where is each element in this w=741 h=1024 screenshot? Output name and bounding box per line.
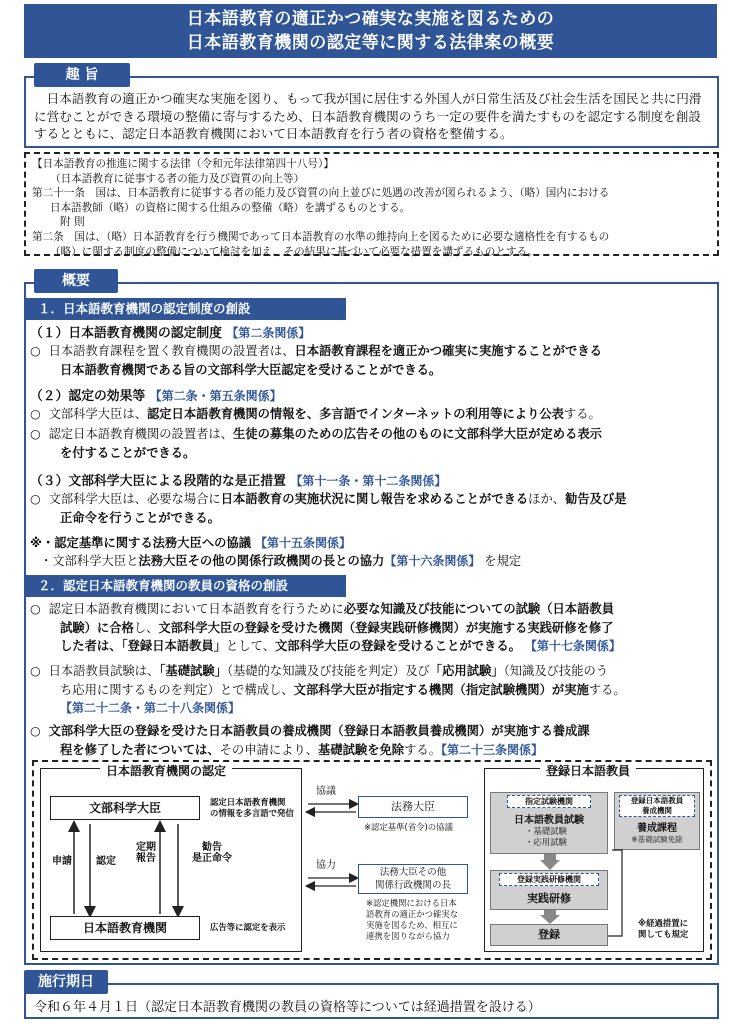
yosei-org-label: 登録日本語教員 養成機関	[619, 795, 695, 817]
label-kyoryoku: 協力	[316, 860, 336, 871]
shiko-text: 令和６年４月１日（認定日本語教育機関の教員の資格等については経過措置を設ける）	[34, 1000, 541, 1015]
law-excerpt-box	[24, 152, 719, 256]
jissen-box	[490, 870, 608, 910]
page-title	[24, 4, 717, 58]
s1-heading-2: （２）認定の効果等 【第二条・第五条関係】	[30, 389, 282, 404]
moj2-box: 法務大臣その他 関係行政機関の長	[358, 864, 468, 894]
yosei-title: 養成課程	[637, 823, 677, 834]
s2-item-2: ○ 日本語教員試験は、「基礎試験」（基礎的な知識及び技能を判定）及び「応用試験」（知識及び技能のう ち応用に関するものを判定）とで構成し、文部科学大臣が指定する機関（指定試験機関）が実施する。 【第二十二条・第二十八条関係】	[30, 664, 626, 715]
exam-title: 日本語教員試験	[514, 815, 584, 826]
label-kyogi: 協議	[316, 786, 336, 797]
arrow-down-1	[540, 854, 560, 870]
exam-kiso: ・基礎試験	[525, 826, 567, 836]
shiko-tab: 施行期日	[24, 970, 108, 994]
s2-item-1: ○ 認定日本語教育機関において日本語教育を行うために必要な知識及び技能についての試験（日本語教員 試験）に合格し、文部科学大臣の登録を受けた機関（登録実践研修機関）が実施する実践研修を修了 した者は、「登録日本語教員」として、文部科学大臣の登録を受けることができる。 【第十七条関係】	[30, 602, 621, 653]
jissen-org-label: 登録実践研修機関	[499, 873, 599, 886]
s1-item-1: ○ 日本語教育課程を置く教育機関の設置者は、日本語教育課程を適正かつ確実に実施することができる 日本語教育機関である旨の文部科学大臣認定を受けることができる。	[30, 344, 602, 377]
mext-box: 文部科学大臣	[50, 796, 200, 820]
gaiyo-tab: 概要	[34, 269, 118, 293]
arrow-down-2	[540, 910, 560, 924]
law-article-2-cont: （略）に関する制度の整備について検討を加え、その結果に基づいて必要な措置を講ずるものとする。	[50, 245, 538, 258]
s1-heading-3: （３）文部科学大臣による段階的な是正措置 【第十一条・第十二条関係】	[30, 474, 447, 489]
shushi-tab: 趣 旨	[34, 63, 130, 87]
label-teiki: 定期 報告	[136, 842, 156, 864]
section1-bar: １．日本語教育機関の認定制度の創設	[26, 298, 346, 320]
jissen-title: 実践研修	[527, 892, 571, 905]
law-heading: （日本語教育に従事する者の能力及び資質の向上等）	[50, 172, 305, 185]
bracket-line	[608, 846, 628, 946]
institution-note: 広告等に認定を表示	[210, 922, 286, 932]
s1-item-3: ○ 認定日本語教育機関の設置者は、生徒の募集のための広告その他のものに文部科学大臣が定める表示 を付することができる。	[30, 427, 602, 460]
section2-bar: ２．認定日本語教育機関の教員の資格の創設	[26, 575, 346, 597]
yosei-box	[614, 792, 700, 850]
moj-box: 法務大臣	[358, 796, 468, 818]
right-diagram-title: 登録日本語教員	[540, 762, 636, 779]
vertical-arrows	[50, 820, 210, 916]
law-title: 【日本語教育の推進に関する法律（令和元年法律第四十八号）】	[32, 158, 334, 170]
label-kankoku: 勧告 是正命令	[192, 842, 232, 864]
mext-note: 認定日本語教育機関 の情報を多言語で発信	[210, 797, 294, 818]
keika-note: ※経過措置に 関しても規定	[638, 918, 689, 939]
s2-item-3: ○ 文部科学大臣の登録を受けた日本語教員の養成機関（登録日本語教員養成機関）が実施する養成課 程を修了した者については、その申請により、基礎試験を免除する。【第二十三条関係】	[30, 724, 590, 757]
title-line-1: 日本語教育の適正かつ確実な実施を図るための	[186, 9, 555, 29]
shitei-label: 指定試験機関	[507, 795, 591, 808]
s1-item-4: ○ 文部科学大臣は、必要な場合に日本語教育の実施状況に関し報告を求めることができるほか、勧告及び是 正命令を行うことができる。	[30, 492, 627, 525]
law-article-21-cont: 日本語教師（略）の資格に関する仕組みの整備（略）を講ずるものとする。	[50, 201, 411, 214]
middle-arrows	[304, 790, 360, 900]
law-supplement: 附 則	[60, 216, 85, 229]
law-article-21: 第二十一条 国は、日本語教育に従事する者の能力及び資質の向上並びに処遇の改善が図られるよう、（略）国内における	[32, 187, 610, 200]
institution-box: 日本語教育機関	[50, 916, 200, 940]
circle-bullet: ○	[30, 344, 49, 358]
left-diagram-title: 日本語教育機関の認定	[100, 762, 232, 779]
s1-heading-1: （１）日本語教育機関の認定制度 【第二条関係】	[30, 326, 311, 341]
yosei-note: ※基礎試験免除	[631, 835, 683, 844]
s1-note-2: ・文部科学大臣と法務大臣その他の関係行政機関の長との協力【第十六条関係】 を規定	[40, 554, 522, 568]
label-nintei: 認定	[96, 856, 116, 867]
label-apply: 申請	[52, 856, 72, 867]
exam-oyo: ・応用試験	[525, 837, 567, 847]
shushi-text: 日本語教育の適正かつ確実な実施を図り、もって我が国に居住する外国人が日常生活及び社会生活を国民と共に円滑に営むことができる環境の整備に寄与するため、日本語教育機関のうち一定の要件を満たすものを認定する制度を創設するとともに、認定日本語教育機関において日本語教育を行う者の資格を整備する。	[34, 91, 702, 141]
exam-box	[490, 792, 608, 854]
title-line-2: 日本語教育機関の認定等に関する法律案の概要	[186, 33, 555, 53]
moj-note: ※認定基準(省令)の協議	[364, 822, 453, 832]
s1-note-1: ※・認定基準に関する法務大臣への協議 【第十五条関係】	[30, 536, 351, 550]
touroku-box: 登録	[490, 924, 608, 946]
s1-item-2: ○ 文部科学大臣は、認定日本語教育機関の情報を、多言語でインターネットの利用等により公表する。	[30, 407, 601, 421]
law-article-2: 第二条 国は、（略）日本語教育を行う機関であって日本語教育の水準の維持向上を図るために必要な適格性を有するもの	[32, 230, 610, 243]
coop-note: ※認定機関における日本 語教育の適正かつ確実な 実施を図るため、相互に 連携を図りながら協力	[366, 898, 459, 941]
